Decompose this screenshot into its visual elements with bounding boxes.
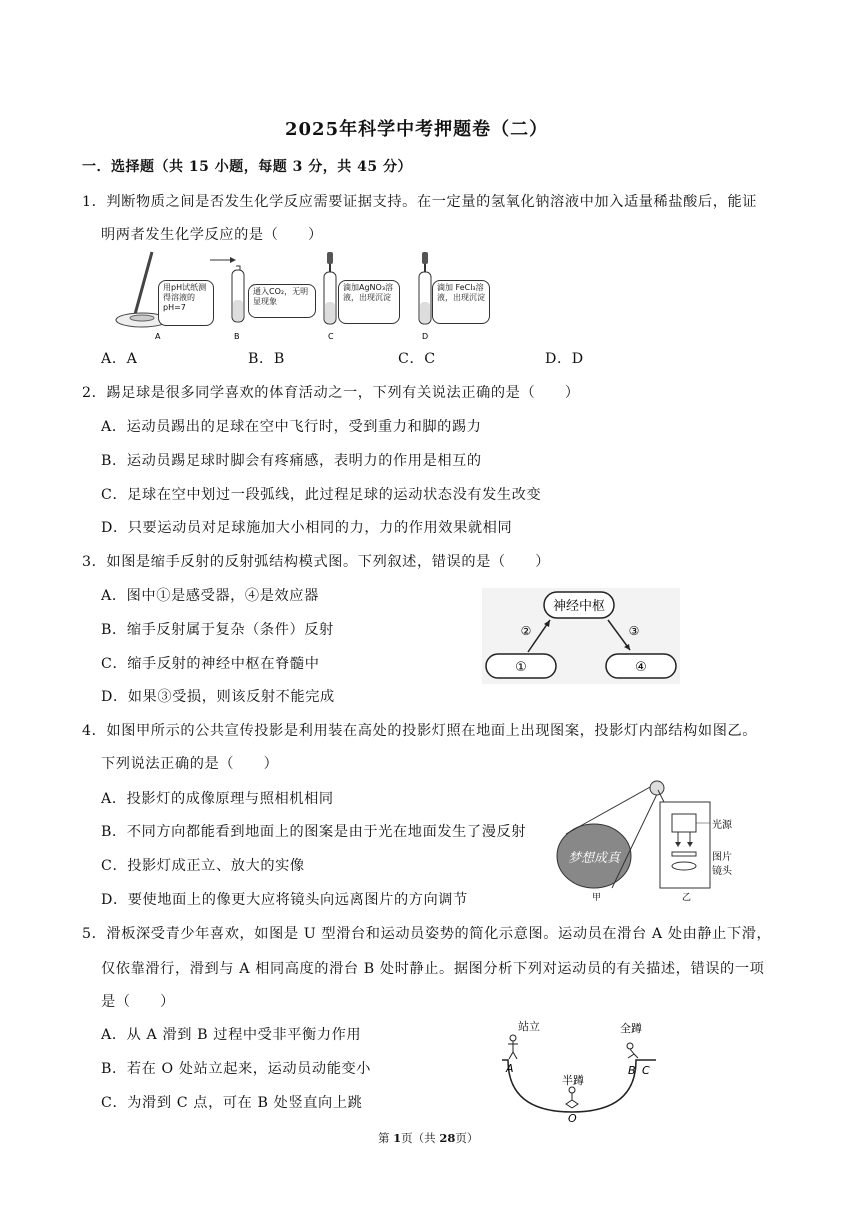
q1-note-c: 滴加AgNO₃溶液，出现沉淀: [338, 280, 400, 324]
q1-stem-line1: 1．判断物质之间是否发生化学反应需要证据支持。在一定量的氢氧化钠溶液中加入适量稀盐酸后，能证: [82, 194, 758, 210]
reflex-node-3: ③: [628, 624, 640, 638]
q4-option-b: B．不同方向都能看到地面上的图案是由于光在地面发生了漫反射: [101, 824, 527, 840]
q1-stem-line2: 明两者发生化学反应的是（ ）: [101, 227, 323, 243]
q5-option-a: A．从 A 滑到 B 过程中受非平衡力作用: [101, 1027, 362, 1043]
label-full-squat: 全蹲: [620, 1022, 642, 1035]
q1-fig-label-b: B: [234, 332, 240, 341]
q3-option-a: A．图中①是感受器，④是效应器: [101, 588, 319, 604]
q1-figure: [110, 250, 490, 342]
label-jia: 甲: [592, 893, 602, 903]
q2-option-a: A．运动员踢出的足球在空中飞行时，受到重力和脚的踢力: [101, 419, 482, 435]
q5-stem-line1: 5．滑板深受青少年喜欢，如图是 U 型滑台和运动员姿势的简化示意图。运动员在滑台 A 处由静止下滑，: [82, 926, 772, 942]
projector-slogan: 梦想成真: [567, 851, 621, 866]
q2-option-b: B．运动员踢足球时脚会有疼痛感，表明力的作用是相互的: [101, 453, 482, 469]
label-lens: 镜头: [712, 866, 732, 877]
label-point-a: A: [506, 1062, 514, 1075]
q1-option-c: C．C: [398, 351, 436, 367]
q4-option-d: D．要使地面上的像更大应将镜头向远离图片的方向调节: [101, 892, 468, 908]
q3-option-d: D．如果③受损，则该反射不能完成: [101, 689, 335, 705]
q1-option-a: A．A: [101, 351, 138, 367]
q1-option-d: D．D: [545, 351, 584, 367]
projector-figure: [552, 776, 760, 904]
q3-stem: 3．如图是缩手反射的反射弧结构模式图。下列叙述，错误的是（ ）: [82, 554, 551, 570]
label-half-squat: 半蹲: [562, 1074, 584, 1087]
q5-option-c: C．为滑到 C 点，可在 B 处竖直向上跳: [101, 1095, 363, 1111]
reflex-arc-diagram: [482, 588, 680, 684]
q2-option-d: D．只要运动员对足球施加大小相同的力，力的作用效果就相同: [101, 520, 513, 536]
q5-stem-line3: 是（ ）: [101, 994, 175, 1010]
u-ramp-figure: [496, 1016, 666, 1122]
q1-note-b: 通入CO₂，无明显现象: [248, 284, 316, 318]
label-light-source: 光源: [712, 820, 732, 831]
reflex-center-label: 神经中枢: [552, 599, 606, 614]
q1-note-a: 用pH试纸测得溶液的pH=7: [158, 280, 214, 326]
q3-option-c: C．缩手反射的神经中枢在脊髓中: [101, 656, 320, 672]
reflex-node-4: ④: [635, 660, 647, 675]
reflex-node-1: ①: [515, 660, 527, 675]
q5-stem-line2: 仅依靠滑行，滑到与 A 相同高度的滑台 B 处时静止。据图分析下列对运动员的有关描述，错误的一项: [101, 961, 765, 977]
q4-stem-line1: 4．如图甲所示的公共宣传投影是利用装在高处的投影灯照在地面上出现图案，投影灯内部结构如图乙。: [82, 723, 758, 739]
label-picture: 图片: [712, 852, 732, 863]
q4-option-a: A．投影灯的成像原理与照相机相同: [101, 791, 334, 807]
q4-stem-line2: 下列说法正确的是（ ）: [101, 756, 279, 772]
q1-fig-label-a: A: [155, 332, 161, 341]
q1-fig-label-d: D: [422, 332, 429, 341]
q1-option-b: B．B: [248, 351, 285, 367]
page-footer: 第 1页（共 28页）: [378, 1131, 479, 1145]
q2-option-c: C．足球在空中划过一段弧线，此过程足球的运动状态没有发生改变: [101, 487, 542, 503]
page-total: 28: [439, 1131, 456, 1145]
section-heading: 一．选择题（共 15 小题，每题 3 分，共 45 分）: [82, 159, 412, 175]
label-stand: 站立: [518, 1020, 540, 1033]
q5-option-b: B．若在 O 处站立起来，运动员动能变小: [101, 1061, 372, 1077]
label-point-o: O: [568, 1112, 577, 1122]
label-point-b: B: [628, 1064, 636, 1077]
page-number: 1: [393, 1131, 402, 1145]
q2-stem: 2．踢足球是很多同学喜欢的体育活动之一，下列有关说法正确的是（ ）: [82, 385, 580, 401]
page-title: 2025年科学中考押题卷（二）: [285, 119, 549, 140]
q4-option-c: C．投影灯成正立、放大的实像: [101, 858, 305, 874]
q1-note-d: 滴加 FeCl₃溶液，出现沉淀: [432, 280, 490, 324]
q1-fig-label-c: C: [328, 332, 334, 341]
label-yi: 乙: [682, 893, 692, 903]
q3-option-b: B．缩手反射属于复杂（条件）反射: [101, 622, 334, 638]
label-point-c: C: [642, 1064, 650, 1077]
reflex-node-2: ②: [520, 624, 532, 638]
